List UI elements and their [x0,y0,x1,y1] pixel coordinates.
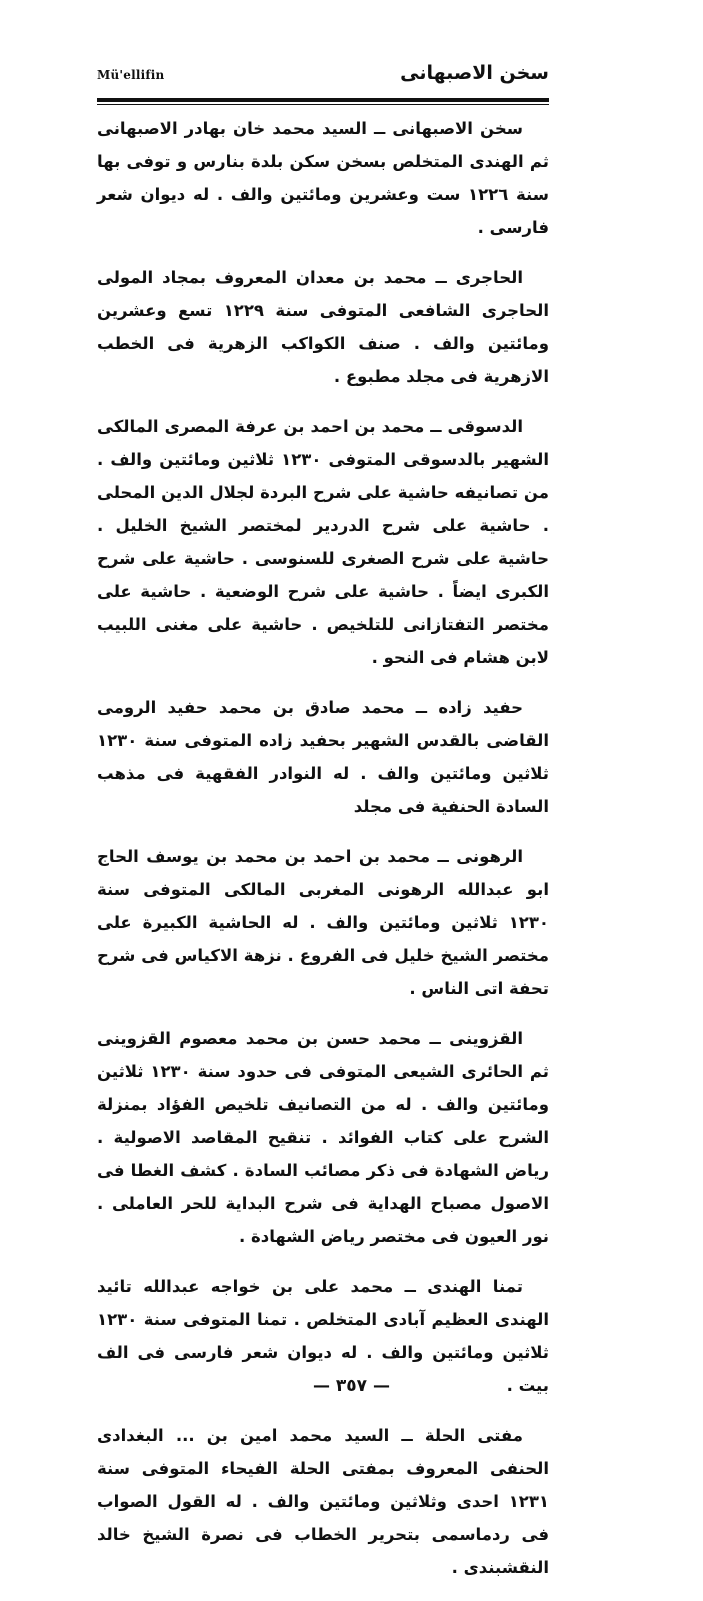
entry-dasuqi [97,410,549,674]
entry-text: الرهونی ــ محمد بن احمد بن محمد بن یوسف الحاج ابو عبدالله الرهونی المغربی المالکی المتوفی سنة ١٢٣٠ ثلاثین ومائتین والف . له الحاشیة الکبیرة علی مختصر الشیخ خلیل فی الفروع . نزهة الاکیاس فی شرح تحفة اتی الناس . [97,847,549,998]
entry-mufti-hilla [97,1419,549,1584]
header-thick-rule [97,98,549,102]
entry-rahuni [97,840,549,1005]
entry-hafid-zade [97,691,549,823]
entry-sukhan-isfahani [97,112,549,244]
entry-text: الحاجری ــ محمد بن معدان المعروف بمجاد المولی الحاجری الشافعی المتوفی سنة ١٢٢٩ تسع وعشرین ومائتین والف . صنف الکواکب الزهریة فی الخطب الازهریة فی مجلد مطبوع . [97,268,549,386]
running-header [97,62,549,102]
entry-text: الدسوقی ــ محمد بن احمد بن عرفة المصری المالکی الشهیر بالدسوقی المتوفی ١٢٣٠ ثلاثین ومائتین والف . من تصانیفه حاشیة علی شرح البردة لجلال الدین المحلی . حاشیة علی شرح الدردیر لمختصر الشیخ الخلیل . حاشیة علی شرح الصغری للسنوسی . حاشیة علی شرح الکبری ایضاً . حاشیة علی شرح الوضعیة . حاشیة علی مختصر التفتازانی للتلخیص . حاشیة علی مغنی اللبیب لابن هشام فی النحو . [97,417,549,667]
header-right-title: سخن الاصبهانی [400,62,549,84]
header-left-label: Mü'ellifin [97,68,165,82]
entry-text: مفتی الحلة ــ السید محمد امین بن ... البغدادی الحنفی المعروف بمفتی الحلة الفیحاء المتوفی سنة ١٢٣١ احدی وثلاثین ومائتین والف . له القول الصواب فی ردماسمی بتحریر الخطاب فی نصرة الشیخ خالد النقشبندی . [97,1426,549,1577]
entry-qazwini [97,1022,549,1253]
header-thin-rule [97,104,549,105]
page-number: — ٣٥٧ — [313,1376,390,1396]
entry-text: القزوینی ــ محمد حسن بن محمد معصوم القزوینی ثم الحائری الشیعی المتوفی فی حدود سنة ١٢٣٠ ثلاثین ومائتین والف . له من التصانیف تلخیص الفؤاد بمنزلة الشرح علی کتاب الفوائد . تنقیح المقاصد الاصولیة . ریاض الشهادة فی ذکر مصائب السادة . کشف الغطا فی الاصول مصباح الهدایة فی شرح البدایة للحر العاملی . نور العیون فی مختصر ریاض الشهادة . [97,1029,549,1246]
entry-hajiri [97,261,549,393]
entry-text: سخن الاصبهانی ــ السید محمد خان بهادر الاصبهانی ثم الهندی المتخلص بسخن سکن بلدة بنارس و توفی بها سنة ١٢٢٦ ست وعشرین ومائتین والف . له دیوان شعر فارسی . [97,119,549,237]
entry-text: تمنا الهندی ــ محمد علی بن خواجه عبدالله تائید الهندی العظیم آبادی المتخلص . تمنا المتوفی سنة ١٢٣٠ ثلاثین ومائتین والف . له دیوان شعر فارسی فی الف بیت . [97,1277,549,1395]
entry-text: حفید زاده ــ محمد صادق بن محمد حفید الرومی القاضی بالقدس الشهیر بحفید زاده المتوفی سنة ١٢٣٠ ثلاثین ومائتین والف . له النوادر الفقهیة فی مذهب السادة الحنفیة فی مجلد [97,698,549,816]
